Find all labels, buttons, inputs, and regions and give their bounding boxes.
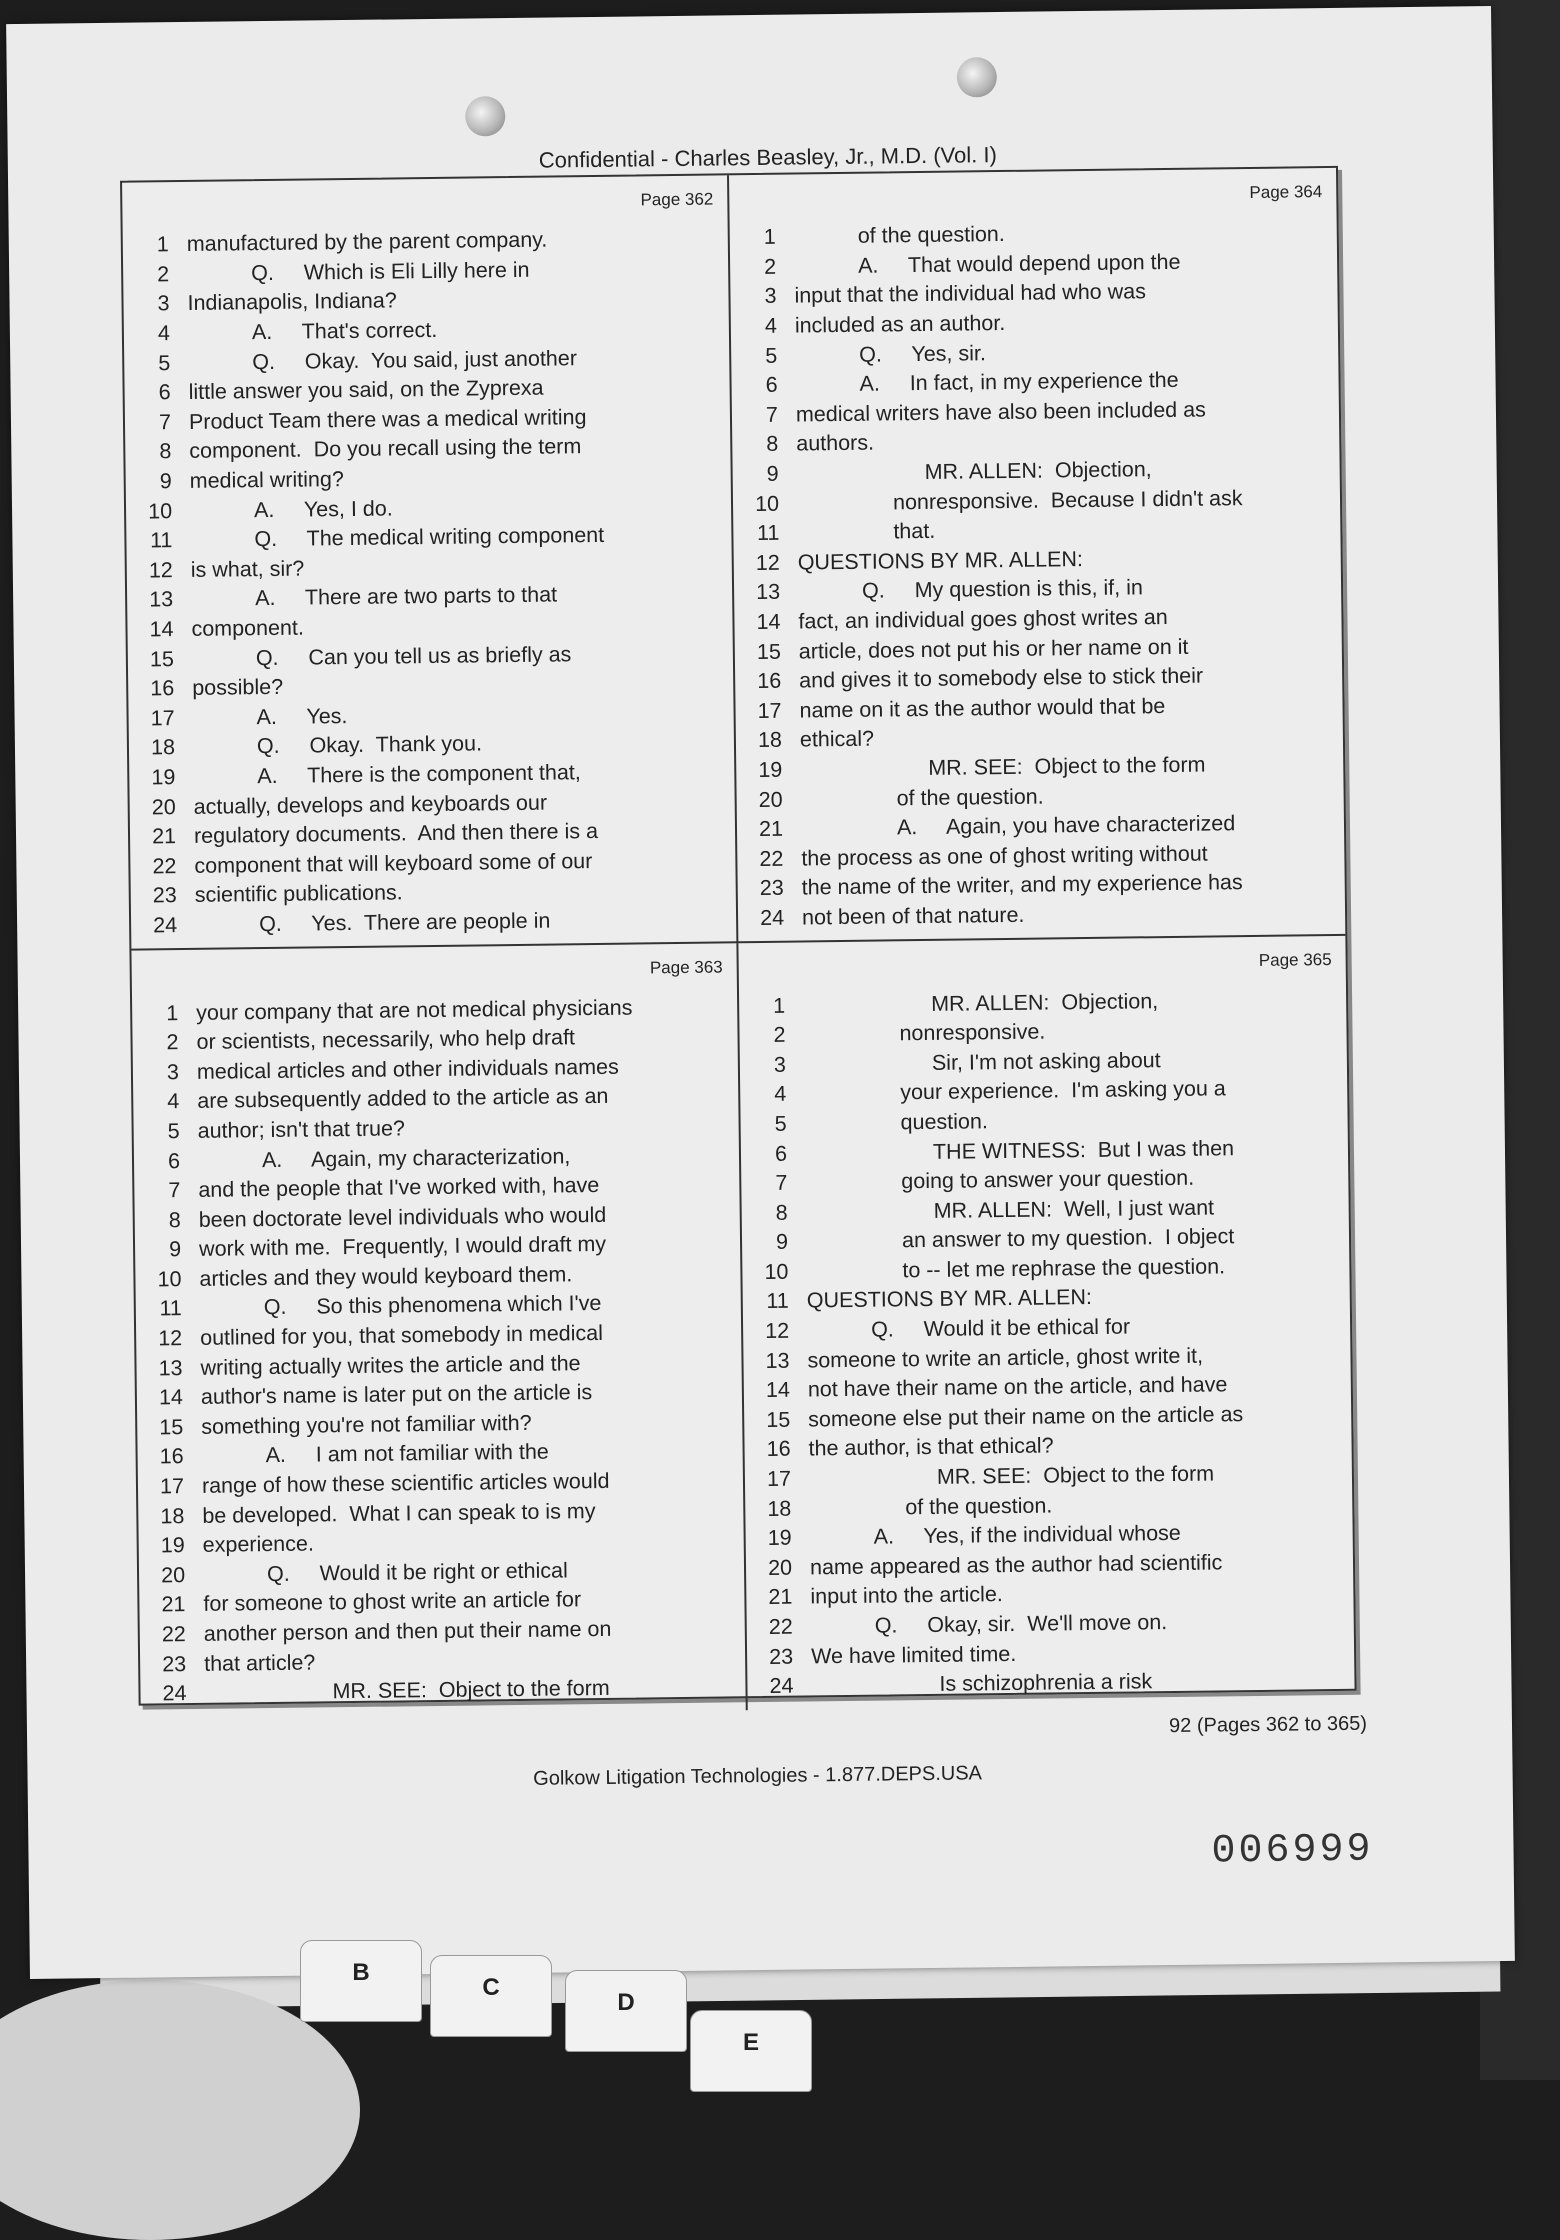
line-number: 14 [149,617,174,642]
line-text: not been of that nature. [801,902,1025,930]
line-number: 2 [773,1022,786,1047]
line-text: input into the article. [810,1582,1003,1609]
line-number: 6 [158,380,171,405]
line-text: an answer to my question. I object [901,1224,1235,1253]
line-text: ethical? [799,726,875,752]
line-text: Q. Which is Eli Lilly here in [251,257,530,286]
line-text: MR. SEE: Object to the form [928,752,1206,780]
line-number: 9 [775,1229,789,1255]
line-number: 19 [758,757,783,782]
line-text: MR. ALLEN: Objection, [931,988,1159,1016]
line-number: 23 [162,1651,187,1676]
line-text: included as an author. [794,311,1006,338]
transcript-grid [120,166,1357,1706]
line-text: writing actually writes the article and the [200,1350,581,1380]
line-number: 3 [764,284,777,309]
line-text: and gives it to somebody else to stick their [799,663,1204,693]
line-number: 18 [767,1496,792,1521]
line-number: 21 [161,1592,186,1617]
line-number: 21 [758,816,784,842]
transcript-line [761,1665,1340,1702]
binder-hole [957,57,997,97]
line-text: your experience. I'm asking you a [900,1076,1226,1105]
line-number: 15 [159,1414,184,1440]
line-number: 22 [759,846,784,871]
line-number: 11 [756,520,780,546]
line-text: the process as one of ghost writing without [801,841,1208,871]
line-number: 14 [158,1385,184,1410]
line-number: 22 [768,1614,793,1639]
line-text: Indianapolis, Indiana? [187,288,397,316]
line-text: articles and they would keyboard them. [199,1262,573,1291]
line-number: 3 [157,291,170,316]
line-number: 1 [773,993,786,1018]
line-text: Q. Would it be right or ethical [266,1558,568,1586]
line-text: of the question. [905,1493,1053,1519]
line-number: 10 [148,498,173,524]
line-text: the name of the writer, and my experience has [801,870,1243,900]
transcript-lines [744,216,1332,933]
line-text: scientific publications. [194,880,403,908]
line-number: 2 [764,254,777,279]
line-text: medical articles and other individuals names [196,1054,619,1084]
line-number: 8 [159,439,172,464]
transcript-line [752,897,1331,934]
line-text: We have limited time. [810,1641,1017,1669]
index-tab-e[interactable]: E [690,2010,812,2092]
line-text: A. Yes. [256,703,348,729]
line-text: Q. Yes. There are people in [258,908,551,937]
page-number: Page 365 [1258,950,1332,971]
line-number: 21 [151,824,177,849]
line-number: 7 [765,402,779,427]
line-number: 5 [167,1119,180,1144]
line-number: 9 [766,461,779,486]
line-number: 16 [757,668,782,694]
line-number: 12 [148,557,173,583]
line-number: 7 [158,410,172,435]
line-text: Q. My question is this, if, in [861,575,1144,604]
line-text: question. [900,1109,989,1135]
transcript-lines [753,984,1341,1701]
index-tab-b[interactable]: B [300,1940,422,2022]
line-text: QUESTIONS BY MR. ALLEN: [797,546,1084,575]
page-summary: 92 (Pages 362 to 365) [1168,1712,1368,1738]
line-number: 10 [764,1259,789,1284]
line-text: MR. SEE: Object to the form [332,1676,610,1704]
line-number: 22 [152,853,177,879]
line-number: 16 [766,1437,791,1462]
bates-number: 006999 [1211,1827,1374,1875]
line-number: 8 [775,1200,788,1225]
line-text: medical writers have also been included as [795,397,1206,427]
transcript-lines [137,224,723,941]
line-number: 5 [774,1111,787,1136]
line-number: 23 [152,883,177,908]
line-number: 18 [757,728,783,753]
line-text: MR. ALLEN: Well, I just want [933,1195,1215,1223]
line-text: Q. So this phenomena which I've [263,1291,602,1320]
line-text: little answer you said, on the Zyprexa [188,375,544,405]
line-text: is what, sir? [190,556,305,582]
line-number: 17 [757,698,782,723]
vendor-footer: Golkow Litigation Technologies - 1.877.DEPS.USA [533,1762,983,1790]
line-number: 23 [759,876,784,901]
line-number: 15 [756,639,781,664]
line-number: 17 [159,1474,185,1499]
line-text: manufactured by the parent company. [186,227,548,257]
line-text: medical writing? [189,467,344,493]
line-text: the author, is that ethical? [808,1433,1054,1461]
line-text: A. Again, my characterization, [261,1143,571,1172]
line-number: 18 [150,735,176,760]
line-number: 3 [166,1059,180,1084]
line-number: 13 [158,1355,183,1381]
line-text: range of how these scientific articles would [201,1468,610,1498]
line-text: A. That would depend upon the [857,249,1181,278]
line-text: component that will keyboard some of our [194,848,593,878]
line-text: something you're not familiar with? [201,1410,532,1439]
document-title: Confidential - Charles Beasley, Jr., M.D. (Vol. I) [538,142,997,173]
line-number: 3 [773,1052,787,1077]
line-text: component. Do you recall using the term [189,434,582,464]
binder-hole [465,96,505,136]
line-number: 17 [150,705,175,731]
page-number: Page 364 [1249,182,1323,202]
page-number: Page 363 [649,957,723,978]
line-text: actually, develops and keyboards our [193,790,548,819]
line-number: 14 [765,1377,791,1403]
line-number: 9 [168,1237,182,1262]
line-number: 6 [167,1148,181,1173]
line-text: input that the individual had who was [794,279,1147,309]
line-number: 4 [774,1082,787,1107]
line-text: regulatory documents. And then there is a [193,819,599,849]
line-text: Q. Okay, sir. We'll move on. [874,1610,1168,1638]
line-number: 19 [151,765,176,790]
line-number: 17 [766,1466,792,1492]
line-text: A. There is the component that, [257,760,581,789]
line-number: 11 [159,1296,182,1321]
line-number: 18 [160,1503,185,1529]
index-tab-d[interactable]: D [565,1970,687,2052]
line-number: 24 [162,1681,187,1706]
page-362 [122,175,738,951]
page-364 [729,168,1345,944]
line-number: 8 [168,1207,181,1232]
line-text: nonresponsive. Because I didn't ask [892,485,1243,514]
line-number: 10 [754,491,780,516]
line-text: author; isn't that true? [197,1116,406,1143]
line-text: A. That's correct. [251,317,438,345]
line-number: 19 [767,1525,792,1551]
transcript-line [145,904,722,941]
line-text: going to answer your question. [901,1165,1195,1194]
line-text: A. Yes, if the individual whose [873,1521,1181,1549]
line-text: that article? [204,1650,316,1676]
line-text: Is schizophrenia a risk [939,1669,1153,1697]
line-number: 13 [756,580,781,605]
line-text: Q. Okay. You said, just another [252,345,578,374]
line-text: Sir, I'm not asking about [931,1047,1161,1075]
line-number: 16 [150,676,175,701]
line-text: your company that are not medical physicians [196,995,633,1025]
line-number: 5 [765,343,778,368]
line-text: to -- let me rephrase the question. [902,1254,1226,1283]
line-number: 14 [756,609,781,635]
page-number: Page 362 [640,189,714,210]
line-text: outlined for you, that somebody in medical [200,1321,604,1350]
line-text: component. [191,615,305,641]
line-text: Q. Would it be ethical for [870,1314,1131,1342]
line-text: Product Team there was a medical writing [188,404,587,434]
line-number: 13 [149,587,174,612]
line-text: MR. SEE: Object to the form [936,1461,1215,1489]
line-text: be developed. What I can speak to is my [202,1498,596,1528]
line-number: 4 [167,1089,180,1114]
line-number: 20 [161,1562,186,1588]
line-number: 12 [158,1326,183,1351]
line-text: been doctorate level individuals who would [198,1202,607,1232]
line-text: and the people that I've worked with, have [198,1173,600,1202]
line-text: experience. [202,1531,315,1558]
line-text: of the question. [857,222,1005,249]
line-number: 7 [775,1170,788,1195]
line-number: 11 [149,528,173,553]
line-number: 20 [758,787,783,812]
line-number: 1 [763,225,776,250]
line-number: 20 [151,794,176,820]
line-number: 12 [755,550,780,575]
line-number: 12 [765,1318,790,1344]
line-text: of the question. [896,784,1044,810]
line-text: A. Yes, I do. [253,496,393,522]
line-number: 6 [774,1141,788,1166]
line-text: A. Again, you have characterized [896,811,1236,840]
line-text: someone else put their name on the article as [808,1401,1244,1432]
line-text: nonresponsive. [899,1019,1046,1046]
line-text: not have their name on the article, and have [807,1372,1228,1402]
line-number: 24 [769,1673,794,1699]
line-text: A. In fact, in my experience the [859,368,1179,397]
page-365 [738,936,1354,1710]
line-number: 2 [157,262,170,287]
line-text: that. [893,519,936,544]
line-text: author's name is later put on the article is [200,1380,593,1410]
line-number: 20 [767,1555,793,1580]
line-text: article, does not put his or her name on it [798,634,1189,664]
line-number: 10 [157,1266,182,1292]
line-text: MR. ALLEN: Objection, [924,457,1152,485]
line-text: Q. Yes, sir. [859,340,987,367]
line-number: 8 [766,432,779,457]
line-text: name appeared as the author had scientific [809,1550,1223,1580]
line-number: 15 [149,646,175,672]
line-text: A. I am not familiar with the [265,1440,549,1468]
line-number: 11 [766,1289,789,1314]
index-tab-c[interactable]: C [430,1955,552,2037]
page-363 [131,944,747,1718]
line-text: Q. Okay. Thank you. [256,731,483,759]
line-number: 24 [760,905,785,930]
line-number: 1 [166,1000,179,1025]
line-text: A. There are two parts to that [255,582,558,611]
line-number: 15 [766,1407,791,1432]
line-number: 19 [160,1533,185,1558]
line-number: 4 [764,313,778,338]
line-number: 1 [156,232,169,257]
transcript-lines [146,992,732,1709]
line-text: work with me. Frequently, I would draft my [198,1232,607,1262]
line-number: 24 [153,913,178,938]
transcript-line [154,1672,731,1709]
line-text: are subsequently added to the article as an [197,1084,609,1114]
line-text: authors. [796,431,875,456]
line-number: 23 [769,1644,794,1669]
line-text: fact, an individual goes ghost writes an [798,605,1168,634]
line-number: 16 [159,1444,184,1469]
line-number: 4 [157,321,171,346]
line-number: 13 [765,1348,790,1373]
line-number: 7 [168,1178,181,1203]
line-number: 6 [765,373,778,398]
transcript-sheet [6,6,1515,1979]
line-number: 5 [158,350,171,375]
line-text: QUESTIONS BY MR. ALLEN: [806,1285,1093,1313]
line-number: 2 [166,1030,179,1055]
line-number: 21 [768,1585,793,1610]
line-text: another person and then put their name on [203,1616,612,1646]
line-text: or scientists, necessarily, who help draft [196,1025,576,1055]
line-text: Q. The medical writing component [254,523,605,552]
line-number: 22 [161,1622,186,1647]
line-text: someone to write an article, ghost write it, [807,1343,1204,1373]
line-text: name on it as the author would that be [799,693,1166,723]
line-text: for someone to ghost write an article for [203,1587,582,1617]
line-number: 9 [159,469,172,494]
line-text: Q. Can you tell us as briefly as [255,641,572,670]
line-text: possible? [192,675,284,701]
line-text: THE WITNESS: But I was then [932,1135,1235,1164]
